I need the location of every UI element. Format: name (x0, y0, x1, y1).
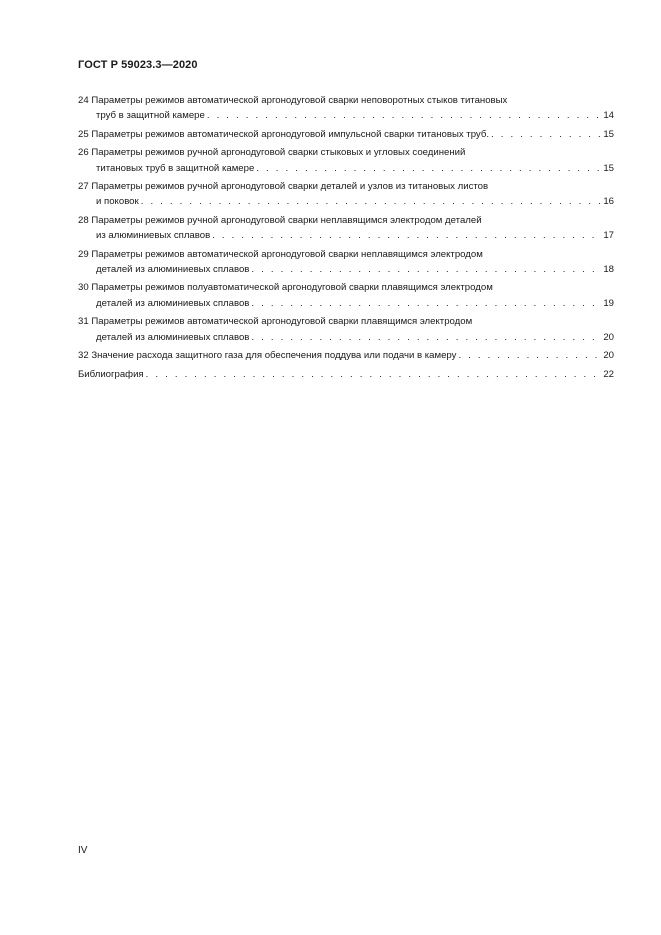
toc-entry-number: 28 (78, 214, 89, 226)
toc-page-number: 19 (603, 297, 614, 309)
leader-dots (251, 262, 601, 277)
toc-page-number: 20 (603, 350, 614, 362)
toc-entry-title-cont: и поковок (96, 196, 139, 208)
toc-entry-28 (78, 213, 614, 244)
toc-entry-title: Параметры режимов полуавтоматической аргонодуговой сварки плавящимся электродом (91, 282, 493, 294)
toc-page-number: 16 (603, 196, 614, 208)
toc-page-number: 15 (603, 128, 614, 140)
toc-entry-number: 29 (78, 248, 89, 260)
toc-page-number: 17 (603, 230, 614, 242)
toc-entry-title: Библиография (78, 368, 144, 380)
toc-entry-title-cont: деталей из алюминиевых сплавов (96, 297, 250, 309)
document-header: ГОСТ Р 59023.3—2020 (78, 59, 198, 71)
toc-page-number: 14 (603, 110, 614, 122)
toc-entry-title-cont: деталей из алюминиевых сплавов (96, 264, 250, 276)
page-number-footer: IV (78, 845, 88, 856)
toc-entry-25 (78, 127, 614, 142)
toc-entry-26 (78, 145, 614, 176)
toc-entry-title-cont: труб в защитной камере (96, 110, 205, 122)
toc-entry-bibliography (78, 367, 614, 382)
toc-page-number: 20 (603, 331, 614, 343)
leader-dots (256, 161, 601, 176)
toc-entry-title: Параметры режимов ручной аргонодуговой сварки деталей и узлов из титановых листов (91, 181, 489, 193)
toc-entry-number: 30 (78, 282, 89, 294)
toc-entry-title: Значение расхода защитного газа для обеспечения поддува или подачи в камеру (91, 350, 457, 362)
toc-entry-number: 25 (78, 128, 89, 140)
toc-entry-32 (78, 348, 614, 363)
leader-dots (491, 127, 601, 142)
toc-entry-title: Параметры режимов автоматической аргонодуговой сварки неплавящимся электродом (91, 248, 483, 260)
toc-entry-29 (78, 247, 614, 278)
toc-page-number: 22 (603, 368, 614, 380)
toc-entry-27 (78, 179, 614, 210)
leader-dots (207, 108, 601, 123)
toc-entry-30 (78, 280, 614, 311)
toc-entry-24 (78, 93, 614, 124)
toc-entry-title: Параметры режимов автоматической аргонодуговой сварки плавящимся электродом (91, 316, 473, 328)
leader-dots (458, 348, 601, 363)
leader-dots (141, 194, 602, 209)
toc-entry-title: Параметры режимов автоматической аргонодуговой импульсной сварки титановых труб. (91, 128, 489, 140)
toc-entry-title: Параметры режимов автоматической аргонодуговой сварки неповоротных стыков титановых (91, 95, 508, 106)
leader-dots (251, 330, 601, 345)
leader-dots (251, 296, 601, 311)
toc-entry-title-cont: деталей из алюминиевых сплавов (96, 331, 250, 343)
toc-entry-title: Параметры режимов ручной аргонодуговой сварки стыковых и угловых соединений (91, 147, 466, 159)
toc-entry-title: Параметры режимов ручной аргонодуговой сварки неплавящимся электродом деталей (91, 214, 482, 226)
toc-entry-number: 32 (78, 350, 89, 362)
toc-entry-title-cont: титановых труб в защитной камере (96, 162, 255, 174)
table-of-contents (78, 93, 614, 385)
toc-entry-number: 27 (78, 181, 89, 193)
leader-dots (212, 228, 601, 243)
leader-dots (146, 367, 602, 382)
toc-page-number: 15 (603, 162, 614, 174)
toc-page-number: 18 (603, 264, 614, 276)
toc-entry-number: 26 (78, 147, 89, 159)
toc-entry-number: 31 (78, 316, 89, 328)
toc-entry-title-cont: из алюминиевых сплавов (96, 230, 211, 242)
toc-entry-31 (78, 314, 614, 345)
toc-entry-number: 24 (78, 95, 89, 106)
